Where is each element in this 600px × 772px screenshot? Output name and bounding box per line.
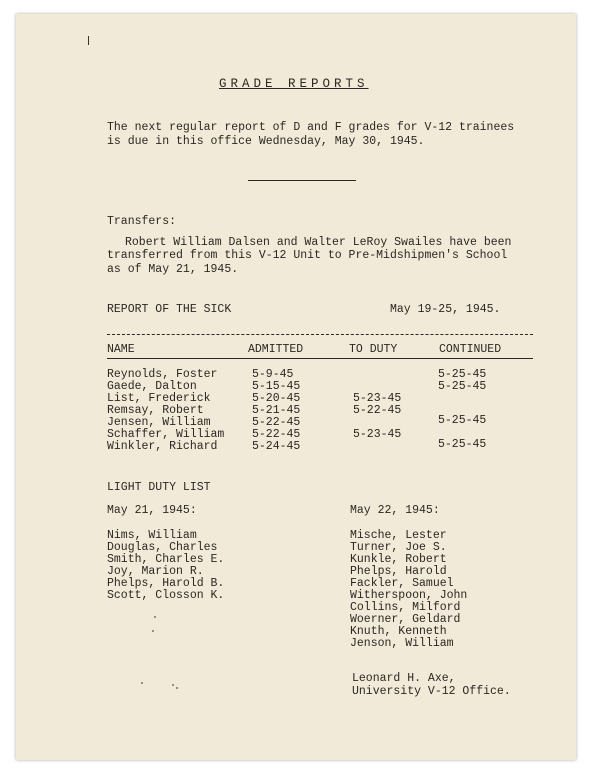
speck-mark <box>154 616 156 618</box>
intro-line-2: is due in this office Wednesday, May 30, 1945. <box>107 135 425 148</box>
to-duty-cell: 5-23-45 <box>353 428 402 441</box>
list-item: Phelps, Harold <box>350 565 447 578</box>
to-duty-cell: 5-22-45 <box>353 404 402 417</box>
speck-mark <box>141 682 143 684</box>
signature-name: Leonard H. Axe, <box>352 672 456 685</box>
light-duty-left-list <box>107 530 224 602</box>
to-duty-cell: 5-23-45 <box>353 392 402 405</box>
list-item: Fackler, Samuel <box>350 577 454 590</box>
transfers-line-1: Robert William Dalsen and Walter LeRoy Swailes have been <box>125 236 512 249</box>
admitted-cell: 5-21-45 <box>252 404 301 417</box>
intro-line-1: The next regular report of D and F grades for V-12 trainees <box>107 121 515 134</box>
list-item: Nims, William <box>107 529 197 542</box>
light-duty-title: LIGHT DUTY LIST <box>107 481 211 494</box>
speck-mark <box>172 684 174 686</box>
col-header-continued: CONTINUED <box>439 343 502 356</box>
binder-mark <box>88 36 89 45</box>
table-row: Winkler, Richard <box>107 440 218 453</box>
admitted-cell: 5-22-45 <box>252 428 301 441</box>
light-duty-right-date: May 22, 1945: <box>350 504 440 517</box>
transfers-line-2: transferred from this V-12 Unit to Pre-Midshipmen's School <box>107 249 508 262</box>
sick-table-header-rule <box>107 358 533 359</box>
table-row: Remsay, Robert <box>107 404 204 417</box>
sick-name-column <box>107 369 224 453</box>
table-row: Jensen, William <box>107 416 211 429</box>
sick-report-date: May 19-25, 1945. <box>390 303 501 316</box>
speck-mark <box>152 630 154 632</box>
list-item: Knuth, Kenneth <box>350 625 447 638</box>
speck-mark <box>176 687 178 689</box>
list-item: Scott, Closson K. <box>107 589 225 602</box>
transfers-heading: Transfers: <box>107 215 177 228</box>
light-duty-right-list <box>350 530 467 650</box>
continued-cell: 5-25-45 <box>438 438 487 451</box>
list-item: Joy, Marion R. <box>107 565 204 578</box>
table-row: List, Frederick <box>107 392 211 405</box>
page-title: GRADE REPORTS <box>219 77 369 91</box>
list-item: Douglas, Charles <box>107 541 218 554</box>
continued-cell: 5-25-45 <box>438 380 487 393</box>
transfers-line-3: as of May 21, 1945. <box>107 263 239 276</box>
list-item: Woerner, Geldard <box>350 613 461 626</box>
admitted-cell: 5-9-45 <box>252 368 294 381</box>
list-item: Smith, Charles E. <box>107 553 225 566</box>
signature-office: University V-12 Office. <box>352 685 511 698</box>
list-item: Witherspoon, John <box>350 589 468 602</box>
table-row: Schaffer, William <box>107 428 225 441</box>
col-header-name: NAME <box>107 343 135 356</box>
list-item: Turner, Joe S. <box>350 541 447 554</box>
continued-cell: 5-25-45 <box>438 414 487 427</box>
admitted-cell: 5-15-45 <box>252 380 301 393</box>
list-item: Kunkle, Robert <box>350 553 447 566</box>
sick-table-top-rule <box>107 334 533 335</box>
section-divider <box>248 180 356 181</box>
col-header-to-duty: TO DUTY <box>349 343 398 356</box>
sick-admitted-column <box>252 369 300 453</box>
col-header-admitted: ADMITTED <box>248 343 304 356</box>
list-item: Jenson, William <box>350 637 454 650</box>
table-row: Gaede, Dalton <box>107 380 197 393</box>
table-row: Reynolds, Foster <box>107 368 218 381</box>
list-item: Mische, Lester <box>350 529 447 542</box>
list-item: Collins, Milford <box>350 601 461 614</box>
document-page <box>16 14 576 760</box>
admitted-cell: 5-24-45 <box>252 440 301 453</box>
continued-cell: 5-25-45 <box>438 368 487 381</box>
light-duty-left-date: May 21, 1945: <box>107 504 197 517</box>
admitted-cell: 5-20-45 <box>252 392 301 405</box>
list-item: Phelps, Harold B. <box>107 577 225 590</box>
admitted-cell: 5-22-45 <box>252 416 301 429</box>
sick-report-title: REPORT OF THE SICK <box>107 303 232 316</box>
